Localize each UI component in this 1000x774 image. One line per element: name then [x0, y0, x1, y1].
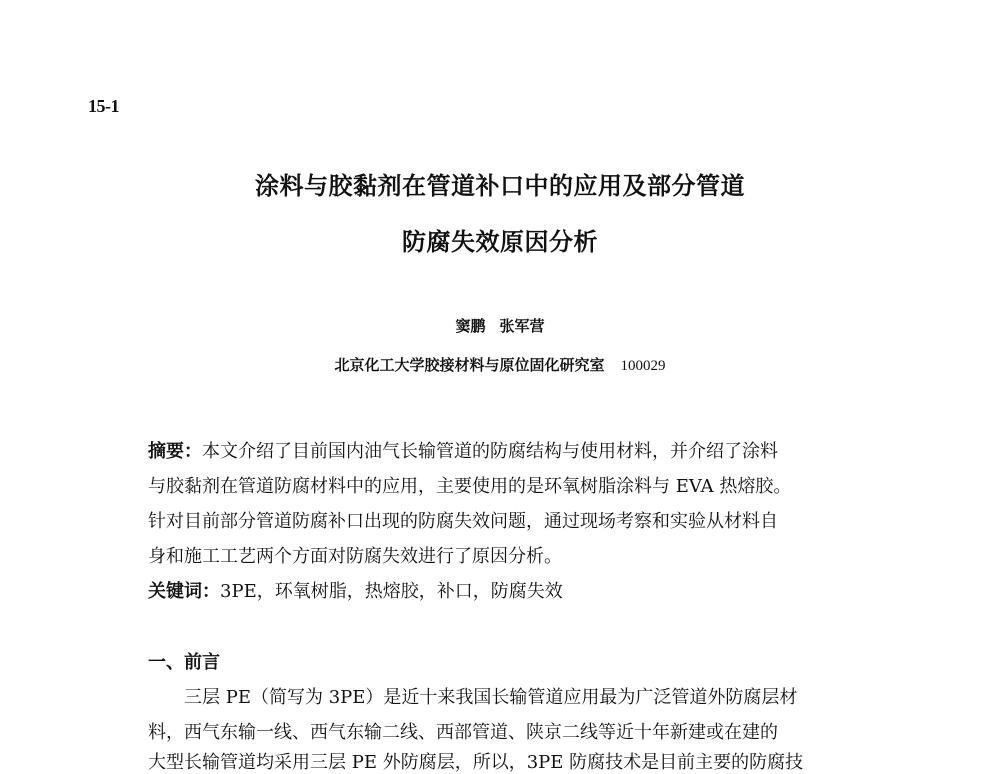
affiliation-postcode: 100029 — [620, 358, 666, 374]
keywords-line — [148, 574, 860, 609]
keywords-text: 3PE，环氧树脂，热熔胶，补口，防腐失效 — [220, 581, 563, 602]
abstract-line-4: 身和施工工艺两个方面对防腐失效进行了原因分析。 — [148, 546, 562, 567]
abstract-text-1: 本文介绍了目前国内油气长输管道的防腐结构与使用材料，并介绍了涂料 — [202, 441, 778, 462]
affiliation — [0, 354, 1000, 375]
body-line-2: 料，西气东输一线、西气东输二线、西部管道、陕京二线等近十年新建或在建的 — [148, 722, 778, 743]
abstract-line-1 — [148, 434, 860, 469]
title-line-1: 涂料与胶黏剂在管道补口中的应用及部分管道 — [255, 171, 745, 200]
section-body — [148, 680, 860, 750]
abstract-label: 摘要： — [148, 441, 202, 462]
section-heading: 一、前言 — [148, 652, 220, 673]
page-number: 15-1 — [88, 96, 119, 116]
author-2: 张军营 — [499, 317, 545, 335]
author-1: 窦鹏 — [455, 317, 486, 335]
abstract-line-3: 针对目前部分管道防腐补口出现的防腐失效问题，通过现场考察和实验从材料自 — [148, 511, 778, 532]
affiliation-name: 北京化工大学胶接材料与原位固化研究室 — [334, 356, 605, 374]
title-line-2: 防腐失效原因分析 — [402, 227, 598, 256]
abstract — [148, 434, 860, 609]
body-line-1: 三层 PE（简写为 3PE）是近十来我国长输管道应用最为广泛管道外防腐层材 — [184, 687, 798, 708]
authors — [0, 315, 1000, 336]
body-line-3-partial: 大型长输管道均采用三层 PE 外防腐层，所以，3PE 防腐技术是目前主要的防腐技 — [148, 752, 804, 773]
keywords-label: 关键词： — [148, 581, 220, 602]
abstract-line-2: 与胶黏剂在管道防腐材料中的应用，主要使用的是环氧树脂涂料与 EVA 热熔胶。 — [148, 476, 792, 497]
